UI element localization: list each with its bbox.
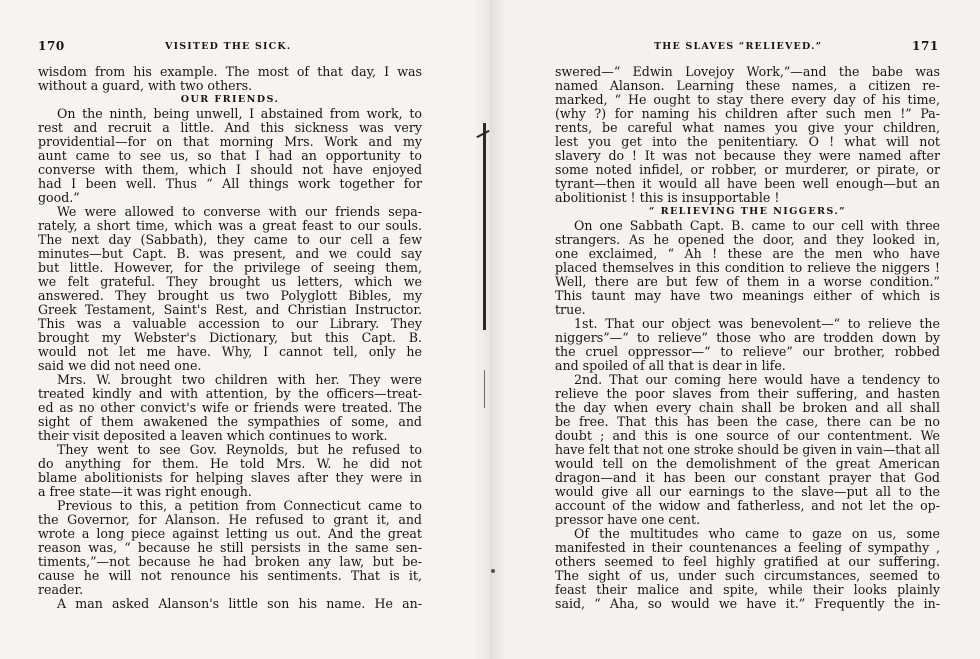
left-text-line: good.” <box>38 190 80 205</box>
left-text-line: They went to see Gov. Reynolds, but he refused to <box>57 442 422 457</box>
right-text-line: niggers”—“ to relieve” those who are trodden down by <box>555 330 940 345</box>
left-text-line: answered. They brought us two Polyglott Bibles, my <box>38 288 422 303</box>
right-text-line: named Alanson. Learning these names, a citizen re- <box>555 78 940 93</box>
left-text-line: rately, a short time, which was a great feast to our souls. <box>38 218 422 233</box>
right-text-line: tyrant—then it would all have been well enough—but an <box>555 176 940 191</box>
left-text-line: converse with them, which I should not have enjoyed <box>38 162 422 177</box>
scan-speck <box>491 569 495 573</box>
left-text-line: wisdom from his example. The most of that day, I was <box>38 64 422 79</box>
right-text-line: Of the multitudes who came to gaze on us, some <box>574 526 940 541</box>
running-head-left: VISITED THE SICK. <box>165 41 292 52</box>
left-text-line: the Governor, for Alanson. He refused to grant it, and <box>38 512 422 527</box>
left-text-line: without a guard, with two others. <box>38 78 253 93</box>
left-text-line: reader. <box>38 582 84 597</box>
left-text-line: On the ninth, being unwell, I abstained from work, to <box>57 106 422 121</box>
right-text-line: 1st. That our object was benevolent—“ to relieve the <box>574 316 940 331</box>
right-text-line: lest you get into the penitentiary. O ! what will not <box>555 134 940 149</box>
right-text-line: have felt that not one stroke should be given in vain—that all <box>555 442 940 457</box>
right-text-line: manifested in their countenances a feeling of sympathy , <box>555 540 940 555</box>
left-text-line: providential—for on that morning Mrs. Work and my <box>38 134 422 149</box>
left-text-line: their visit deposited a leaven which continues to work. <box>38 428 388 443</box>
right-text-line: account of the widow and fatherless, and not let the op- <box>555 498 940 513</box>
right-text-line: strangers. As he opened the door, and they looked in, <box>555 232 940 247</box>
page-number-left: 170 <box>38 39 65 53</box>
left-text-line: The next day (Sabbath), they came to our cell a few <box>38 232 422 247</box>
left-text-line: blame abolitionists for helping slaves after they were in <box>38 470 422 485</box>
left-text-line: had I been well. Thus “ All things work together for <box>38 176 422 191</box>
right-text-line: others seemed to feel highly gratified at our suffering. <box>555 554 940 569</box>
right-text-line: pressor have one cent. <box>555 512 701 527</box>
page-number-right: 171 <box>912 39 939 53</box>
right-text-line: Well, there are but few of them in a worse condition.” <box>555 274 940 289</box>
left-text-line: A man asked Alanson's little son his name. He an- <box>57 596 422 611</box>
right-text-line: doubt ; and this is one source of our contentment. We <box>555 428 940 443</box>
left-text-line: Greek Testament, Saint's Rest, and Christian Instructor. <box>38 302 422 317</box>
right-page <box>490 0 980 659</box>
left-text-line: aunt came to see us, so that I had an opportunity to <box>38 148 422 163</box>
right-text-line: the day when every chain shall be broken and all shall <box>555 400 940 415</box>
left-text-line: We were allowed to converse with our friends sepa- <box>57 204 422 219</box>
left-text-line: brought my Webster's Dictionary, but this Capt. B. <box>38 330 422 345</box>
left-text-line: OUR FRIENDS. <box>180 94 280 105</box>
right-text-line: relieve the poor slaves from their suffering, and hasten <box>555 386 940 401</box>
right-text-line: swered—“ Edwin Lovejoy Work,”—and the babe was <box>555 64 940 79</box>
left-text-line: Previous to this, a petition from Connecticut came to <box>57 498 422 513</box>
right-text-line: “ RELIEVING THE NIGGERS.” <box>648 206 847 217</box>
left-text-line: cause he will not renounce his sentiments. That is it, <box>38 568 422 583</box>
right-text-line: slavery do ! It was not because they were named after <box>555 148 940 163</box>
left-text-line: wrote a long piece against letting us out. And the great <box>38 526 422 541</box>
right-text-line: 2nd. That our coming here would have a tendency to <box>574 372 940 387</box>
left-text-line: sight of them awakened the sympathies of some, and <box>38 414 422 429</box>
left-text-line: would not let me have. Why, I cannot tell, only he <box>38 344 422 359</box>
right-text-line: dragon—and it has been our constant prayer that God <box>555 470 940 485</box>
left-text-line: rest and recruit a little. And this sickness was very <box>38 120 422 135</box>
right-text-line: rents, be careful what names you give your children, <box>555 120 940 135</box>
left-text-line: This was a valuable accession to our Library. They <box>38 316 422 331</box>
right-text-line: some noted infidel, or robber, or murderer, or pirate, or <box>555 162 940 177</box>
right-text-line: said, “ Aha, so would we have it.” Frequently the in- <box>555 596 940 611</box>
running-head-right: THE SLAVES “RELIEVED.” <box>654 41 823 52</box>
right-text-line: and spoiled of all that is dear in life. <box>555 358 786 373</box>
left-text-line: a free state—it was right enough. <box>38 484 252 499</box>
right-text-line: abolitionist ! this is insupportable ! <box>555 190 780 205</box>
right-text-line: would tell on the demolishment of the great American <box>555 456 940 471</box>
left-text-line: treated kindly and with attention, by the officers—treat- <box>38 386 422 401</box>
left-text-line: we felt grateful. They brought us letters, which we <box>38 274 422 289</box>
left-text-line: ed as no other convict's wife or friends were treated. The <box>38 400 422 415</box>
right-text-line: On one Sabbath Capt. B. came to our cell with three <box>574 218 940 233</box>
gutter-scan-mark <box>484 370 485 408</box>
right-text-line: would give all our earnings to the slave—put all to the <box>555 484 940 499</box>
right-text-line: placed themselves in this condition to relieve the niggers ! <box>555 260 940 275</box>
left-text-line: timents,”—not because he had broken any law, but be- <box>38 554 422 569</box>
left-text-line: minutes—but Capt. B. was present, and we could say <box>38 246 422 261</box>
right-text-line: This taunt may have two meanings either of which is <box>555 288 940 303</box>
right-text-line: one exclaimed, “ Ah ! these are the men who have <box>555 246 940 261</box>
book-gutter <box>474 0 506 659</box>
right-text-line: be free. That this has been the case, there can be no <box>555 414 940 429</box>
left-text-line: but little. However, for the privilege of seeing them, <box>38 260 422 275</box>
right-text-line: feast their malice and spite, while their looks plainly <box>555 582 940 597</box>
gutter-binding-rule <box>483 123 486 330</box>
right-text-line: marked, “ He ought to stay there every day of his time, <box>555 92 940 107</box>
left-text-line: said we did not need one. <box>38 358 202 373</box>
right-text-line: The sight of us, under such circumstances, seemed to <box>555 568 940 583</box>
right-text-line: the cruel oppressor—“ to relieve” our brother, robbed <box>555 344 940 359</box>
right-text-line: true. <box>555 302 586 317</box>
left-text-line: Mrs. W. brought two children with her. They were <box>57 372 422 387</box>
right-text-line: (why ?) for naming his children after such men !” Pa- <box>555 106 940 121</box>
left-text-line: reason was, “ because he still persists in the same sen- <box>38 540 422 555</box>
left-text-line: do anything for them. He told Mrs. W. he did not <box>38 456 422 471</box>
